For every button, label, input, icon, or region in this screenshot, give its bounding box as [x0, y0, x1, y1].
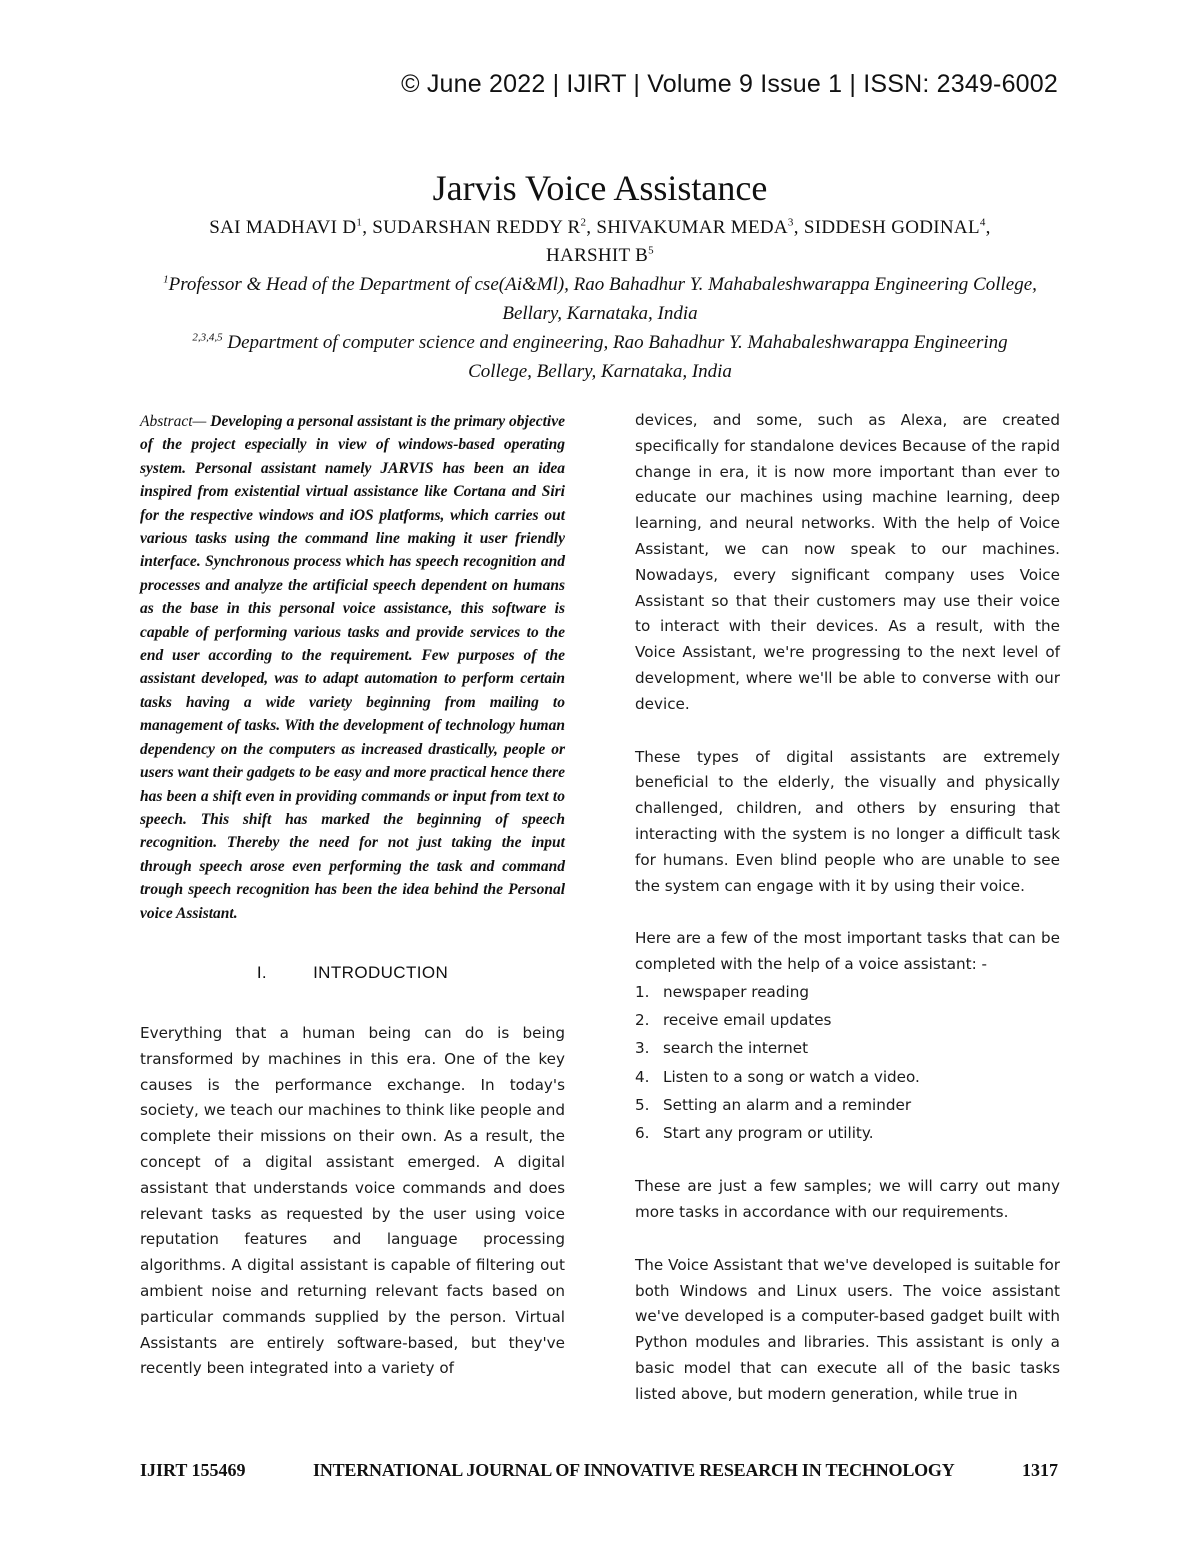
author-sup: 3: [787, 216, 794, 229]
abstract: [140, 410, 565, 925]
affiliation-text: Professor & Head of the Department of cse(Ai&Ml), Rao Bahadhur Y. Mahabaleshwarappa Engineering College, Bellary, Karnataka, India: [168, 274, 1037, 324]
right-column: [635, 408, 1060, 1408]
author-list: SAI MADHAVI $D^1$, SUDARSHAN REDDY $R^2$, SHIVAKUMAR MEDA$^3$, SIDDESH GODINAL$^4$, HARSHIT $B^5$: [209, 216, 991, 266]
footer-paper-id: IJIRT 155469: [140, 1460, 246, 1480]
list-item: 3. search the internet: [635, 1039, 809, 1058]
author-name: SIDDESH GODINAL: [803, 217, 980, 238]
paper-title: Jarvis Voice Assistance: [432, 168, 768, 209]
paragraph-devices: devices, and some, such as Alexa, are created specifically for standalone devices Because of the rapid change in era, it is now more important than ever to educate our machines using machine learning, deep learning, and neural networks. With the help of Voice Assistant, we can now speak to our machines. Nowadays, every significant company uses Voice Assistant so that their customers may use their voice to interact with their devices. As a result, with the Voice Assistant, we're progressing to the next level of development, where we'll be able to converse with our device.: [635, 411, 1060, 713]
section-title: INTRODUCTION: [313, 962, 449, 982]
author-sup: 1: [356, 216, 363, 229]
list-item: 4. Listen to a song or watch a video.: [635, 1067, 920, 1086]
paragraph-developed: The Voice Assistant that we've developed is suitable for both Windows and Linux users. The voice assistant we've developed is a computer-based gadget built with Python modules and libraries. This assistant is only a basic model that can execute all of the basic tasks listed above, but modern generation, while true in: [635, 1255, 1060, 1403]
list-item: 6. Start any program or utility.: [635, 1123, 874, 1142]
left-column: [140, 410, 565, 1382]
list-item: 5. Setting an alarm and a reminder: [635, 1095, 912, 1114]
paragraph-tasks-intro: Here are a few of the most important tasks that can be completed with the help of a voice assistant: -: [635, 929, 1060, 974]
affiliation-sup: 2,3,4,5: [192, 331, 223, 344]
list-item: 1. newspaper reading: [635, 982, 809, 1001]
abstract-label: Abstract—: [140, 413, 207, 430]
section-heading-introduction: [140, 963, 565, 983]
affiliation-2: [160, 328, 1040, 386]
task-list: [635, 978, 1060, 1147]
author-sup: 4: [979, 216, 986, 229]
author-name: SAI MADHAVI D: [209, 217, 357, 238]
author-name: HARSHIT B: [546, 245, 649, 266]
paragraph-benefits: These types of digital assistants are extremely beneficial to the elderly, the visually and physically challenged, children, and others by ensuring that interacting with the system is no longer a difficult task for humans. Even blind people who are unable to see the system can engage with it by using their voice.: [635, 747, 1060, 895]
abstract-text: Developing a personal assistant is the primary objective of the project especially in view of windows-based operating system. Personal assistant namely JARVIS has been an idea inspired from existential virtual assistance like Cortana and Siri for the respective windows and iOS platforms, which carries out various tasks using the command line making it user friendly interface. Synchronous process which has speech recognition and processes and analyze the artificial speech dependent on humans as the base in this personal voice assistance, this software is capable of performing various tasks and provide services to the end user according to the requirement. Few purposes of the assistant developed, was to adapt automation to perform certain tasks having a wide variety beginning from mailing to management of tasks. With the development of technology human dependency on the computers as increased drastically, people or users want their gadgets to be easy and more practical hence there has been a shift even in providing commands or input from text to speech. This shift has marked the beginning of speech recognition. Thereby the need for not just taking the input through speech arose even performing the task and command trough speech recognition has been the idea behind the Personal voice Assistant.: [140, 413, 565, 922]
affiliation-text: Department of computer science and engineering, Rao Bahadhur Y. Mahabaleshwarappa Engineering College, Bellary, Karnataka, India: [222, 332, 1008, 382]
page-number: 1317: [1021, 1460, 1058, 1480]
list-item: 2. receive email updates: [635, 1011, 832, 1030]
journal-header: © June 2022 | IJIRT | Volume 9 Issue 1 | ISSN: 2349-6002: [401, 70, 1058, 98]
author-name: SUDARSHAN REDDY R: [372, 217, 581, 238]
affiliation-sup: 1: [163, 273, 169, 286]
page-footer: [140, 1460, 1058, 1481]
section-number: I.: [256, 962, 268, 982]
author-sup: 2: [580, 216, 587, 229]
author-name: SHIVAKUMAR MEDA: [596, 217, 788, 238]
footer-journal-name: INTERNATIONAL JOURNAL OF INNOVATIVE RESEARCH IN TECHNOLOGY: [313, 1460, 955, 1480]
author-sup: 5: [648, 244, 654, 257]
intro-paragraph: Everything that a human being can do is being transformed by machines in this era. One of the key causes is the performance exchange. In today's society, we teach our machines to think like people and complete their missions on their own. As a result, the concept of a digital assistant emerged. A digital assistant that understands voice commands and does relevant tasks as requested by the user using voice reputation features and language processing algorithms. A digital assistant is capable of filtering out ambient noise and returning relevant facts based on particular commands supplied by the person. Virtual Assistants are entirely software-based, but they've recently been integrated into a variety of: [140, 1023, 565, 1378]
paragraph-samples: These are just a few samples; we will carry out many more tasks in accordance with our requirements.: [635, 1177, 1060, 1221]
affiliation-1: [160, 270, 1040, 328]
